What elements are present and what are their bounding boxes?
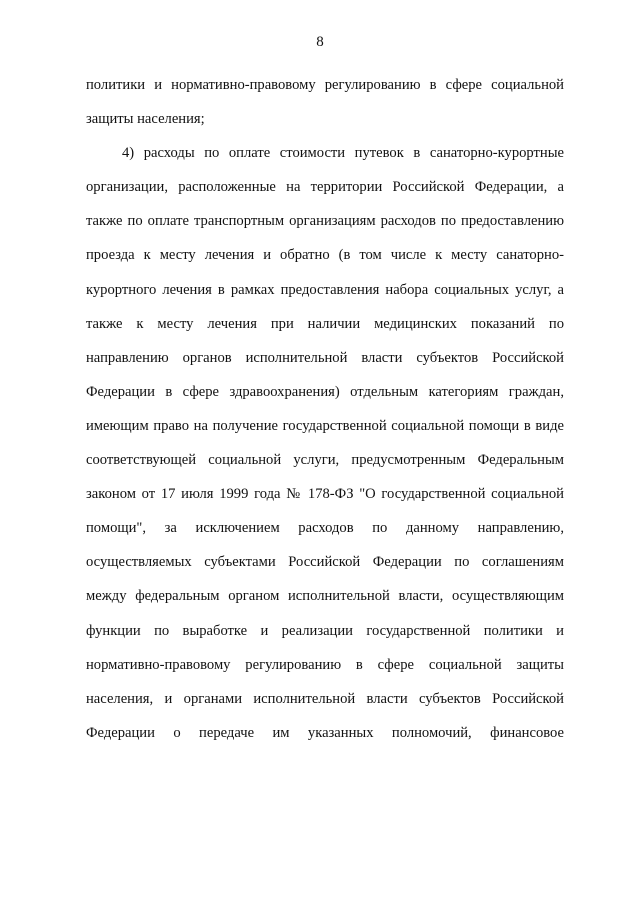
text-line: законом от 17 июля 1999 года № 178-ФЗ "О государственной социальной [86,486,564,503]
text-line: политики и нормативно-правовому регулированию в сфере социальной [86,77,564,93]
text-line: Федерации о передаче им указанных полномочий, финансовое [86,724,564,741]
text-line: направлению органов исполнительной власти субъектов Российской [86,349,564,366]
text-line: соответствующей социальной услуги, предусмотренным Федеральным [86,452,564,469]
text-line: курортного лечения в рамках предоставления набора социальных услуг, а [86,281,564,298]
text-line: нормативно-правовому регулированию в сфере социальной защиты [86,656,564,673]
text-line: между федеральным органом исполнительной власти, осуществляющим [86,588,564,605]
text-line: проезда к месту лечения и обратно (в том числе к месту санаторно- [86,247,564,264]
paragraph-first-line: 4) расходы по оплате стоимости путевок в санаторно-курортные [122,145,564,162]
text-line: Федерации в сфере здравоохранения) отдельным категориям граждан, [86,383,564,400]
text-line: также к месту лечения при наличии медицинских показаний по [86,315,564,332]
page-number: 8 [316,34,324,50]
text-line: осуществляемых субъектами Российской Федерации по соглашениям [86,554,564,571]
text-line: имеющим право на получение государственной социальной помощи в виде [86,417,564,434]
text-line: функции по выработке и реализации государственной политики и [86,622,564,639]
text-line: организации, расположенные на территории Российской Федерации, а [86,179,564,196]
text-line: также по оплате транспортным организациям расходов по предоставлению [86,213,564,230]
text-line: населения, и органами исполнительной власти субъектов Российской [86,690,564,707]
text-line: помощи", за исключением расходов по данному направлению, [86,520,564,537]
text-line: защиты населения; [86,111,205,128]
document-body [86,68,564,750]
